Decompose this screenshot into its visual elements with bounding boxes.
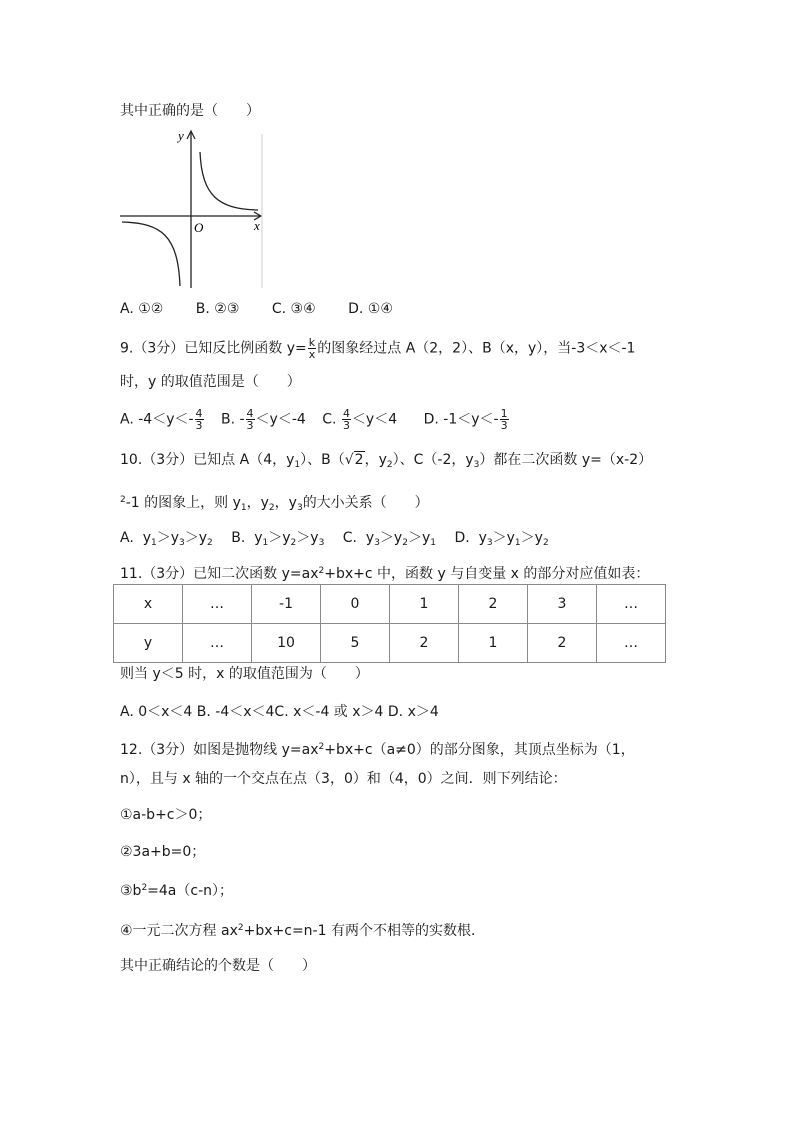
q9-fraction — [308, 337, 317, 360]
q12-conclusion-2: ②3a+b=0； — [120, 844, 206, 860]
q11-stem: 11.（3分）已知二次函数 $y=ax^2+bx+c$ 中，函数 y 与自变量 x 的部分对应值如表： — [120, 566, 650, 582]
table-cell: 10 — [252, 624, 321, 663]
q12-question-tail: 其中正确结论的个数是（ ） — [120, 958, 316, 974]
x-axis-label: x — [254, 218, 260, 233]
q10-stem: 10.（3分）已知点 A（4，$y_1$）、B（√2，$y_2$）、C（-2，$y_3$）都在二次函数 y=（x-2） — [120, 452, 653, 470]
q9-stem-line2: 时，y 的取值范围是（ ） — [120, 374, 301, 390]
table-cell: … — [597, 585, 666, 624]
origin-label: O — [194, 220, 204, 235]
q8-option-c[interactable]: C. ③④ — [271, 301, 316, 317]
q12-stem-line2: n），且与 x 轴的一个交点在点（3，0）和（4，0）之间．则下列结论： — [120, 771, 567, 787]
q10-option-a[interactable]: A. $y_1>y_3>y_2$ — [120, 530, 213, 548]
value-table — [113, 584, 666, 663]
q10-stem-line2: $^2$-1 的图象上，则 $y_1$，$y_2$，$y_3$的大小关系（ ） — [120, 495, 429, 513]
table-cell: … — [597, 624, 666, 663]
fraction-denominator: x — [308, 348, 316, 361]
q11-question: 则当 y＜5 时，x 的取值范围为（ ） — [120, 666, 369, 682]
table-cell: 2 — [459, 585, 528, 624]
table-cell: 2 — [390, 624, 459, 663]
q12-conclusion-1: ①a-b+c＞0； — [120, 807, 212, 823]
sqrt-icon: √ — [344, 452, 354, 468]
table-row — [114, 585, 666, 624]
hyperbola-branch-upper — [200, 152, 258, 210]
q8-option-b[interactable]: B. ②③ — [195, 301, 240, 317]
q12-stem: 12.（3分）如图是抛物线 $y=ax^2+bx+c(a\ne 0)$的部分图象，其顶点坐标为（1， — [120, 742, 635, 758]
q9-option-d[interactable]: D. -1＜y＜- $\frac{1}{3}$ — [423, 407, 508, 432]
q10-option-b[interactable]: B. $y_1>y_2>y_3$ — [231, 530, 325, 548]
table-cell: … — [183, 624, 252, 663]
table-cell: 1 — [459, 624, 528, 663]
table-row — [114, 624, 666, 663]
q9-options — [120, 408, 532, 431]
table-cell: 1 — [390, 585, 459, 624]
q9-option-b[interactable]: B. - $\frac{4}{3}$ ＜y＜-4 — [220, 407, 306, 432]
q10-option-d[interactable]: D. $y_3>y_1>y_2$ — [454, 530, 549, 548]
y-axis-label: y — [178, 128, 184, 143]
q9-prefix: 9.（3分）已知反比例函数 y= — [120, 340, 307, 357]
table-cell: y — [114, 624, 183, 663]
hyperbola-branch-lower — [122, 222, 180, 286]
table-cell: … — [183, 585, 252, 624]
table-cell: 0 — [321, 585, 390, 624]
q8-options — [120, 299, 415, 319]
q9-option-c[interactable]: C. $\frac{4}{3}$ ＜y＜4 — [322, 407, 398, 432]
table-cell: 3 — [528, 585, 597, 624]
table-cell: -1 — [252, 585, 321, 624]
q9-suffix: 的图象经过点 A（2，2）、B（x，y），当-3＜x＜-1 — [317, 340, 636, 357]
q8-question-tail: 其中正确的是（ ） — [120, 103, 260, 119]
table-cell: 5 — [321, 624, 390, 663]
q9-option-a[interactable]: A. -4＜y＜- $\frac{4}{3}$ — [120, 407, 203, 432]
q9-stem — [120, 337, 635, 360]
q12-conclusion-4: ④一元二次方程 $ax^2+bx+c=n-1$ 有两个不相等的实数根． — [120, 923, 485, 939]
q8-option-a[interactable]: A. ①② — [120, 301, 164, 317]
table-cell: 2 — [528, 624, 597, 663]
q8-option-d[interactable]: D. ①④ — [348, 301, 393, 317]
q10-options — [120, 528, 571, 553]
q10-option-c[interactable]: C. $y_3>y_2>y_1$ — [342, 530, 436, 548]
hyperbola-graph — [118, 126, 268, 292]
q12-conclusion-3: $③b^2=4a(c-n)$； — [120, 883, 234, 899]
fraction-numerator: k — [308, 336, 316, 349]
table-cell: x — [114, 585, 183, 624]
q11-options[interactable]: A. 0＜x＜4 B. -4＜x＜4C. x＜-4 或 x＞4 D. x＞4 — [120, 704, 439, 720]
